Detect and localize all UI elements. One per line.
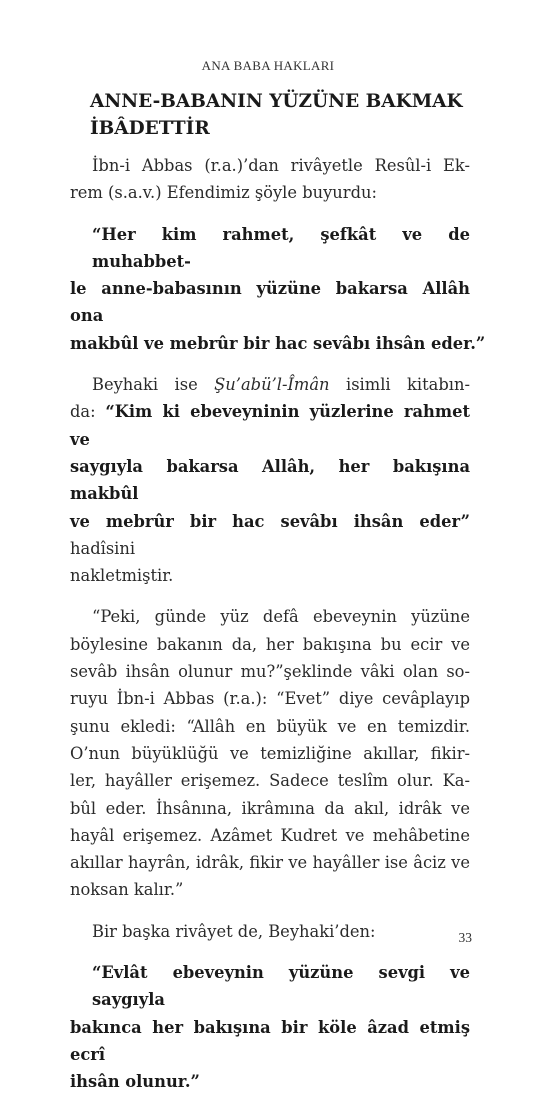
- paragraph: [70, 152, 470, 207]
- text-line: [70, 398, 470, 453]
- chapter-title-line: ANNE-BABANIN YÜZÜNE BAKMAK: [90, 91, 463, 112]
- text-line: ihsân olunur.”: [70, 1072, 200, 1092]
- text-line: [70, 371, 470, 398]
- hadith-quote-inline: saygıyla bakarsa Allâh, her bakışına makbûl: [70, 456, 470, 504]
- text-line: ler, hayâller erişemez. Sadece teslîm olur. Ka-: [70, 771, 470, 791]
- text-line: bûl eder. İhsânına, ikrâmına da akıl, idrâk ve: [70, 798, 470, 818]
- text-line: “Evlât ebeveynin yüzüne sevgi ve saygıyla: [92, 963, 470, 1010]
- text-line: “Her kim rahmet, şefkât ve de muhabbet-: [92, 224, 470, 271]
- text-line: “Peki, günde yüz defâ ebeveynin yüzüne: [92, 607, 470, 627]
- text-line: ruyu İbn-i Abbas (r.a.): “Evet” diye cevâplayıp: [70, 689, 470, 709]
- text-line: O’nun büyüklüğü ve temizliğine akıllar, fikir-: [70, 743, 470, 763]
- text-line: makbûl ve mebrûr bir hac sevâbı ihsân eder.”: [70, 333, 486, 353]
- chapter-title: [90, 88, 470, 142]
- text-line: rem (s.a.v.) Efendimiz şöyle buyurdu:: [70, 183, 377, 203]
- text-line: hayâl erişemez. Azâmet Kudret ve mehâbetine: [70, 825, 470, 845]
- text-line: sevâb ihsân olunur mu?”şeklinde vâki olan so-: [70, 662, 470, 682]
- body-text: [70, 152, 486, 1110]
- text-line: le anne-babasının yüzüne bakarsa Allâh ona: [70, 279, 470, 326]
- text-fragment: Beyhaki ise: [92, 375, 215, 395]
- hadith-quote: [70, 959, 470, 1095]
- text-fragment: hadîsini: [70, 538, 136, 558]
- paragraph: [70, 603, 470, 903]
- hadith-quote: [70, 221, 486, 357]
- text-line: bakınca her bakışına bir köle âzad etmiş ecrî: [70, 1017, 470, 1064]
- text-fragment: da:: [70, 402, 106, 422]
- page-number: 33: [458, 930, 472, 945]
- text-line: şunu ekledi: “Allâh en büyük ve en temizdir.: [70, 716, 470, 736]
- text-line: Bir başka rivâyet de, Beyhaki’den:: [92, 921, 376, 941]
- text-line: noksan kalır.”: [70, 880, 184, 900]
- paragraph: [70, 918, 470, 945]
- text-line: İbn-i Abbas (r.a.)’dan rivâyetle Resûl-i Ek-: [92, 156, 470, 175]
- text-line: nakletmiştir.: [70, 566, 174, 586]
- text-fragment: isimli kitabın-: [329, 375, 470, 395]
- text-line: böylesine bakanın da, her bakışına bu ecir ve: [70, 634, 470, 654]
- chapter-title-line: İBÂDETTİR: [90, 118, 210, 139]
- running-header: ANA BABA HAKLARI: [201, 58, 335, 73]
- book-title: Şu’abü’l-Îmân: [214, 375, 330, 395]
- hadith-quote-inline: ve mebrûr bir hac sevâbı ihsân eder”: [70, 511, 470, 531]
- paragraph: [70, 371, 470, 589]
- hadith-quote-inline: “Kim ki ebeveyninin yüzlerine rahmet ve: [70, 402, 470, 449]
- text-line: akıllar hayrân, idrâk, fikir ve hayâller ise âciz ve: [70, 853, 470, 873]
- text-line: [70, 508, 470, 563]
